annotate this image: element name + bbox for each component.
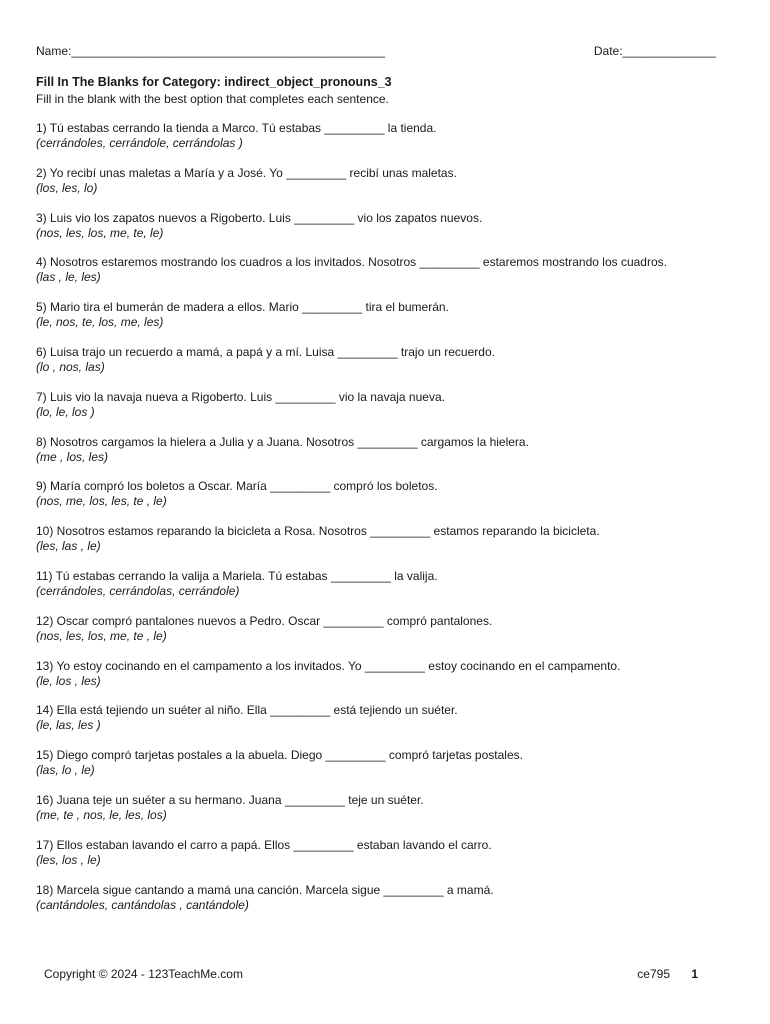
question-text: 2) Yo recibí unas maletas a María y a José. Yo _________ recibí unas maletas. [36, 165, 457, 180]
question-item [36, 838, 736, 883]
question-item [36, 793, 736, 838]
question-text: 1) Tú estabas cerrando la tienda a Marco. Tú estabas _________ la tienda. [36, 121, 437, 135]
worksheet-instructions: Fill in the blank with the best option that completes each sentence. [36, 92, 389, 106]
question-item [36, 121, 736, 166]
answer-options: (los, les, lo) [36, 180, 98, 195]
question-item [36, 703, 736, 748]
question-text: 18) Marcela sigue cantando a mamá una canción. Marcela sigue _________ a mamá. [36, 882, 494, 897]
worksheet-header [36, 44, 716, 60]
question-text: 7) Luis vio la navaja nueva a Rigoberto. Luis _________ vio la navaja nueva. [36, 389, 445, 404]
question-item [36, 390, 736, 435]
question-text: 16) Juana teje un suéter a su hermano. Juana _________ teje un suéter. [36, 792, 424, 807]
answer-options: (nos, les, los, me, te , le) [36, 628, 167, 643]
question-item [36, 748, 736, 793]
page-number: 1 [691, 967, 698, 981]
answer-options: (les, las , le) [36, 539, 101, 554]
answer-options: (las , le, les) [36, 270, 101, 285]
question-text: 9) María compró los boletos a Oscar. María _________ compró los boletos. [36, 479, 438, 494]
question-text: 6) Luisa trajo un recuerdo a mamá, a papá y a mí. Luisa _________ trajo un recuerdo. [36, 344, 495, 359]
answer-options: (me , los, les) [36, 449, 109, 464]
question-item [36, 524, 736, 569]
question-text: 11) Tú estabas cerrando la valija a Mariela. Tú estabas _________ la valija. [36, 568, 438, 583]
question-item [36, 883, 736, 928]
question-text: 17) Ellos estaban lavando el carro a papá. Ellos _________ estaban lavando el carro. [36, 837, 492, 852]
question-list [36, 121, 736, 927]
question-text: 14) Ella está tejiendo un suéter al niño. Ella _________ está tejiendo un suéter. [36, 703, 458, 718]
question-text: 13) Yo estoy cocinando en el campamento a los invitados. Yo _________ estoy cocinando en el campamento. [36, 658, 621, 673]
question-text: 15) Diego compró tarjetas postales a la abuela. Diego _________ compró tarjetas postales. [36, 748, 523, 763]
worksheet-code: ce795 [637, 967, 670, 981]
question-item [36, 345, 736, 390]
question-item [36, 166, 736, 211]
question-item [36, 211, 736, 256]
question-text: 4) Nosotros estaremos mostrando los cuadros a los invitados. Nosotros _________ estaremos mostrando los cuadros. [36, 255, 667, 270]
answer-options: (lo , nos, las) [36, 359, 105, 374]
question-item [36, 435, 736, 480]
question-item [36, 300, 736, 345]
question-item [36, 659, 736, 704]
answer-options: (cantándoles, cantándolas , cantándole) [36, 897, 249, 912]
answer-options: (le, los , les) [36, 673, 101, 688]
worksheet-title: Fill In The Blanks for Category: indirect_object_pronouns_3 [36, 75, 392, 89]
answer-options: (le, nos, te, los, me, les) [36, 315, 164, 330]
date-field-label: Date:______________ [593, 44, 716, 58]
answer-options: (cerrándoles, cerrándolas, cerrándole) [36, 583, 240, 598]
question-text: 5) Mario tira el bumerán de madera a ellos. Mario _________ tira el bumerán. [36, 300, 449, 315]
answer-options: (lo, le, los ) [36, 404, 95, 419]
answer-options: (nos, les, los, me, te, le) [36, 225, 164, 240]
answer-options: (cerrándoles, cerrándole, cerrándolas ) [36, 136, 243, 150]
answer-options: (les, los , le) [36, 852, 101, 867]
question-text: 12) Oscar compró pantalones nuevos a Pedro. Oscar _________ compró pantalones. [36, 613, 493, 628]
answer-options: (nos, me, los, les, te , le) [36, 494, 167, 509]
answer-options: (las, lo , le) [36, 763, 95, 778]
question-text: 8) Nosotros cargamos la hielera a Julia y a Juana. Nosotros _________ cargamos la hielera. [36, 434, 529, 449]
name-field-label: Name:_______________________________________________ [36, 44, 386, 58]
answer-options: (me, te , nos, le, les, los) [36, 807, 167, 822]
question-item [36, 614, 736, 659]
question-text: 3) Luis vio los zapatos nuevos a Rigoberto. Luis _________ vio los zapatos nuevos. [36, 210, 483, 225]
question-item [36, 479, 736, 524]
copyright-text: Copyright © 2024 - 123TeachMe.com [44, 967, 243, 981]
question-item [36, 255, 736, 300]
question-text: 10) Nosotros estamos reparando la bicicleta a Rosa. Nosotros _________ estamos reparando la bicicleta. [36, 524, 600, 539]
question-item [36, 569, 736, 614]
answer-options: (le, las, les ) [36, 718, 101, 733]
